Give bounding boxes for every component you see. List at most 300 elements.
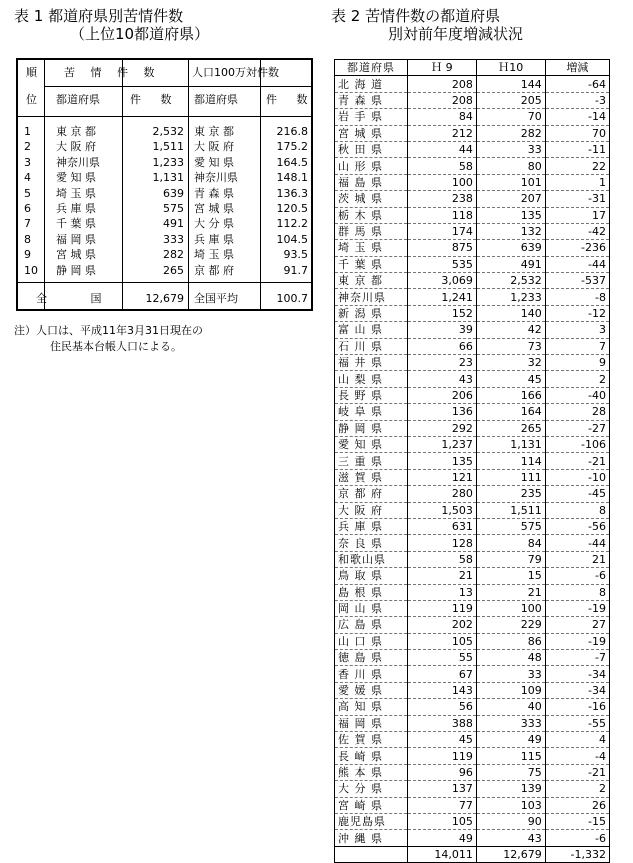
change-cell: -34	[545, 682, 609, 698]
change-cell: -3	[545, 92, 609, 108]
h9-cell: 49	[408, 830, 477, 846]
change-cell: -537	[545, 273, 609, 289]
change-cell: 8	[545, 502, 609, 518]
change-cell: -6	[545, 568, 609, 584]
national-average-label: 全国平均	[194, 292, 238, 305]
prefecture-cell: 京 都 府	[335, 486, 408, 502]
h10-cell: 84	[476, 535, 545, 551]
prefecture-cell: 福 岡 県	[335, 715, 408, 731]
change-cell: -56	[545, 518, 609, 534]
h10-cell: 70	[476, 109, 545, 125]
h10-cell: 164	[476, 404, 545, 420]
h10-cell: 33	[476, 141, 545, 157]
prefecture-cell-2: 宮 城 県	[194, 202, 234, 215]
h9-cell: 121	[408, 469, 477, 485]
table-row	[335, 273, 610, 289]
rate-cell: 148.1	[276, 171, 308, 185]
prefecture-cell: 青 森 県	[335, 92, 408, 108]
table-row	[335, 305, 610, 321]
h9-cell: 208	[408, 92, 477, 108]
prefecture-cell: 愛 媛 県	[335, 682, 408, 698]
h10-cell: 229	[476, 617, 545, 633]
table-row	[335, 584, 610, 600]
table-row	[335, 158, 610, 174]
change-cell: -8	[545, 289, 609, 305]
change-cell: -1,332	[545, 846, 609, 862]
h10-cell: 21	[476, 584, 545, 600]
prefecture-cell: 高 知 県	[335, 699, 408, 715]
h10-cell: 73	[476, 338, 545, 354]
prefecture-cell: 石 川 県	[335, 338, 408, 354]
h10-cell: 235	[476, 486, 545, 502]
h10-cell: 45	[476, 371, 545, 387]
header-h9: Ｈ 9	[408, 60, 477, 76]
change-cell: 7	[545, 338, 609, 354]
change-cell: -21	[545, 453, 609, 469]
h10-cell: 86	[476, 633, 545, 649]
table-row	[335, 436, 610, 452]
count-cell: 1,131	[152, 171, 184, 185]
header-count-2: 件 数	[266, 93, 316, 106]
header-complaints: 苦 情 件 数	[64, 66, 161, 79]
change-cell: 2	[545, 371, 609, 387]
change-cell: -19	[545, 633, 609, 649]
change-cell: -11	[545, 141, 609, 157]
prefecture-cell: 東 京 都	[335, 273, 408, 289]
table-row	[335, 371, 610, 387]
prefecture-cell: 福 岡 県	[56, 232, 96, 246]
h9-cell: 292	[408, 420, 477, 436]
table1-note: 注）人口は、平成11年3月31日現在の	[14, 324, 203, 337]
change-cell: -19	[545, 600, 609, 616]
h10-cell: 111	[476, 469, 545, 485]
change-cell: -12	[545, 305, 609, 321]
h9-cell: 58	[408, 551, 477, 567]
table-row	[335, 748, 610, 764]
prefecture-cell: 岡 山 県	[335, 600, 408, 616]
table-row	[335, 469, 610, 485]
table-row	[335, 191, 610, 207]
table-row	[335, 715, 610, 731]
count-cell: 1,233	[152, 155, 184, 169]
table-row	[335, 568, 610, 584]
table-row	[335, 404, 610, 420]
change-cell: -44	[545, 535, 609, 551]
h9-cell: 128	[408, 535, 477, 551]
table-row	[335, 207, 610, 223]
h9-cell: 43	[408, 371, 477, 387]
change-cell: -34	[545, 666, 609, 682]
change-cell: -42	[545, 223, 609, 239]
h10-cell: 132	[476, 223, 545, 239]
prefecture-cell: 鹿児島県	[335, 813, 408, 829]
h10-cell: 12,679	[476, 846, 545, 862]
h10-cell: 114	[476, 453, 545, 469]
table-row	[335, 125, 610, 141]
prefecture-cell: 宮 城 県	[56, 248, 96, 262]
h9-cell: 1,503	[408, 502, 477, 518]
rank-cell: 9	[24, 248, 31, 262]
table1-note-cont: 住民基本台帳人口による。	[50, 340, 182, 353]
rank-cell: 8	[24, 232, 31, 246]
table1-divider	[44, 86, 311, 87]
prefecture-cell-2: 埼 玉 県	[194, 248, 234, 262]
change-cell: -10	[545, 469, 609, 485]
h10-cell: 49	[476, 732, 545, 748]
prefecture-cell: 宮 崎 県	[335, 797, 408, 813]
prefecture-cell: 神奈川県	[335, 289, 408, 305]
rank-cell: 3	[24, 155, 31, 169]
change-cell: -21	[545, 764, 609, 780]
h9-cell: 105	[408, 813, 477, 829]
change-cell: -27	[545, 420, 609, 436]
table-row	[335, 633, 610, 649]
table-row	[335, 256, 610, 272]
change-cell: 70	[545, 125, 609, 141]
h10-cell: 48	[476, 650, 545, 666]
prefecture-cell-2: 大 分 県	[194, 217, 234, 231]
h9-cell: 631	[408, 518, 477, 534]
table-row	[335, 764, 610, 780]
table-row	[335, 174, 610, 190]
h10-cell: 80	[476, 158, 545, 174]
h9-cell: 58	[408, 158, 477, 174]
prefecture-cell-2: 大 阪 府	[194, 140, 234, 154]
h9-cell: 238	[408, 191, 477, 207]
h10-cell: 103	[476, 797, 545, 813]
change-cell: -106	[545, 436, 609, 452]
rate-cell: 104.5	[276, 232, 308, 246]
h10-cell: 43	[476, 830, 545, 846]
h10-cell: 166	[476, 387, 545, 403]
h10-cell: 639	[476, 240, 545, 256]
h10-cell: 101	[476, 174, 545, 190]
prefecture-cell-2: 愛 知 県	[194, 155, 234, 169]
change-cell: -4	[545, 748, 609, 764]
h10-cell: 1,131	[476, 436, 545, 452]
change-cell: 3	[545, 322, 609, 338]
h9-cell: 66	[408, 338, 477, 354]
h10-cell: 32	[476, 355, 545, 371]
prefecture-cell: 山 口 県	[335, 633, 408, 649]
rate-cell: 93.5	[283, 248, 308, 262]
h9-cell: 45	[408, 732, 477, 748]
rate-cell: 175.2	[276, 140, 308, 154]
h9-cell: 152	[408, 305, 477, 321]
table-row	[335, 486, 610, 502]
h9-cell: 118	[408, 207, 477, 223]
h10-cell: 75	[476, 764, 545, 780]
change-cell: -7	[545, 650, 609, 666]
prefecture-cell: 長 野 県	[335, 387, 408, 403]
h10-cell: 1,233	[476, 289, 545, 305]
table-row	[335, 830, 610, 846]
table2-title: 表 2 苦情件数の都道府県	[331, 7, 501, 25]
count-cell: 639	[163, 186, 184, 200]
table-row	[335, 650, 610, 666]
h9-cell: 21	[408, 568, 477, 584]
header-prefecture-2: 都道府県	[194, 93, 238, 106]
prefecture-cell: 徳 島 県	[335, 650, 408, 666]
h10-cell: 575	[476, 518, 545, 534]
h10-cell: 135	[476, 207, 545, 223]
prefecture-cell: 広 島 県	[335, 617, 408, 633]
change-cell: -16	[545, 699, 609, 715]
h9-cell: 23	[408, 355, 477, 371]
change-cell: -40	[545, 387, 609, 403]
h9-cell: 56	[408, 699, 477, 715]
prefecture-cell: 北 海 道	[335, 76, 408, 92]
h10-cell: 15	[476, 568, 545, 584]
h9-cell: 1,241	[408, 289, 477, 305]
change-cell: 8	[545, 584, 609, 600]
h9-cell: 119	[408, 748, 477, 764]
h10-cell: 491	[476, 256, 545, 272]
h9-cell: 535	[408, 256, 477, 272]
prefecture-cell	[335, 846, 408, 862]
prefecture-cell-2: 京 都 府	[194, 263, 234, 277]
change-cell: 26	[545, 797, 609, 813]
table1-title: 表 1 都道府県別苦情件数	[14, 7, 184, 25]
h10-cell: 79	[476, 551, 545, 567]
h9-cell: 77	[408, 797, 477, 813]
count-cell: 333	[163, 232, 184, 246]
table1-divider	[18, 116, 311, 117]
prefecture-cell: 奈 良 県	[335, 535, 408, 551]
national-average-value: 100.7	[276, 292, 308, 305]
h10-cell: 1,511	[476, 502, 545, 518]
h9-cell: 55	[408, 650, 477, 666]
count-cell: 2,532	[152, 125, 184, 138]
table-row	[335, 92, 610, 108]
h9-cell: 388	[408, 715, 477, 731]
count-cell: 1,511	[152, 140, 184, 154]
rank-cell: 2	[24, 140, 31, 154]
rank-cell: 7	[24, 217, 31, 231]
h10-cell: 115	[476, 748, 545, 764]
prefecture-cell: 東 京 都	[56, 125, 96, 138]
prefecture-cell: 鳥 取 県	[335, 568, 408, 584]
rate-cell: 91.7	[283, 263, 308, 277]
prefecture-cell: 福 島 県	[335, 174, 408, 190]
h10-cell: 109	[476, 682, 545, 698]
h9-cell: 875	[408, 240, 477, 256]
h9-cell: 280	[408, 486, 477, 502]
h9-cell: 1,237	[408, 436, 477, 452]
rate-cell: 112.2	[276, 217, 308, 231]
prefecture-cell: 長 崎 県	[335, 748, 408, 764]
change-cell: 27	[545, 617, 609, 633]
table-row	[335, 338, 610, 354]
table-row	[335, 289, 610, 305]
prefecture-cell: 愛 知 県	[56, 171, 96, 185]
h10-cell: 42	[476, 322, 545, 338]
rate-cell: 216.8	[276, 125, 308, 138]
change-cell: -31	[545, 191, 609, 207]
prefecture-cell: 秋 田 県	[335, 141, 408, 157]
table-row	[335, 535, 610, 551]
prefecture-cell: 和歌山県	[335, 551, 408, 567]
prefecture-cell: 神奈川県	[56, 155, 100, 169]
h10-cell: 205	[476, 92, 545, 108]
total-label: 全 国	[36, 292, 122, 305]
table-row	[335, 453, 610, 469]
prefecture-cell: 栃 木 県	[335, 207, 408, 223]
h9-cell: 174	[408, 223, 477, 239]
table-row	[335, 732, 610, 748]
change-cell: -14	[545, 109, 609, 125]
prefecture-cell: 岩 手 県	[335, 109, 408, 125]
h10-cell: 282	[476, 125, 545, 141]
header-prefecture: 都道府県	[335, 60, 408, 76]
header-prefecture: 都道府県	[56, 93, 100, 106]
prefecture-cell: 香 川 県	[335, 666, 408, 682]
count-cell: 282	[163, 248, 184, 262]
h10-cell: 139	[476, 781, 545, 797]
prefecture-cell: 千 葉 県	[335, 256, 408, 272]
prefecture-cell: 宮 城 県	[335, 125, 408, 141]
rank-cell: 1	[24, 125, 31, 138]
table-row	[335, 781, 610, 797]
table-row	[335, 600, 610, 616]
change-cell: -44	[545, 256, 609, 272]
h9-cell: 206	[408, 387, 477, 403]
h10-cell: 333	[476, 715, 545, 731]
table-row	[335, 240, 610, 256]
change-cell: 1	[545, 174, 609, 190]
count-cell: 265	[163, 263, 184, 277]
table-row	[335, 666, 610, 682]
change-cell: 9	[545, 355, 609, 371]
prefecture-cell: 兵 庫 県	[335, 518, 408, 534]
table2-subtitle: 別対前年度増減状況	[388, 25, 524, 43]
h9-cell: 67	[408, 666, 477, 682]
h10-cell: 207	[476, 191, 545, 207]
header-h10: Ｈ10	[476, 60, 545, 76]
rank-cell: 6	[24, 202, 31, 215]
h9-cell: 3,069	[408, 273, 477, 289]
total-count: 12,679	[145, 292, 184, 305]
h9-cell: 208	[408, 76, 477, 92]
prefecture-cell: 佐 賀 県	[335, 732, 408, 748]
h10-cell: 40	[476, 699, 545, 715]
h9-cell: 135	[408, 453, 477, 469]
prefecture-cell: 新 潟 県	[335, 305, 408, 321]
header-change: 増減	[545, 60, 609, 76]
table-row	[335, 551, 610, 567]
table-row	[335, 141, 610, 157]
rate-cell: 136.3	[276, 186, 308, 200]
h9-cell: 136	[408, 404, 477, 420]
h10-cell: 265	[476, 420, 545, 436]
table1-divider	[188, 60, 189, 309]
table1-divider	[44, 60, 45, 309]
change-cell: -236	[545, 240, 609, 256]
table1-subtitle: （上位10都道府県）	[70, 25, 210, 43]
prefecture-cell: 千 葉 県	[56, 217, 96, 231]
table1-divider	[260, 60, 261, 309]
h9-cell: 13	[408, 584, 477, 600]
prefecture-cell: 熊 本 県	[335, 764, 408, 780]
prefecture-cell: 大 阪 府	[56, 140, 96, 154]
header-rank-top: 順	[26, 66, 37, 79]
prefecture-cell: 福 井 県	[335, 355, 408, 371]
table-row	[335, 76, 610, 92]
h10-cell: 2,532	[476, 273, 545, 289]
table1-divider	[18, 282, 311, 283]
rate-cell: 164.5	[276, 155, 308, 169]
change-cell: 4	[545, 732, 609, 748]
header-count: 件 数	[130, 93, 180, 106]
prefecture-cell: 茨 城 県	[335, 191, 408, 207]
h9-cell: 44	[408, 141, 477, 157]
prefecture-cell: 山 梨 県	[335, 371, 408, 387]
prefecture-cell: 埼 玉 県	[335, 240, 408, 256]
h9-cell: 84	[408, 109, 477, 125]
h10-cell: 144	[476, 76, 545, 92]
change-cell: -64	[545, 76, 609, 92]
prefecture-cell: 三 重 県	[335, 453, 408, 469]
h9-cell: 202	[408, 617, 477, 633]
change-cell: 2	[545, 781, 609, 797]
h9-cell: 119	[408, 600, 477, 616]
h9-cell: 14,011	[408, 846, 477, 862]
h9-cell: 39	[408, 322, 477, 338]
complaints-change-table	[334, 59, 610, 863]
change-cell: 21	[545, 551, 609, 567]
change-cell: 22	[545, 158, 609, 174]
prefecture-cell-2: 青 森 県	[194, 186, 234, 200]
prefecture-cell-2: 東 京 都	[194, 125, 234, 138]
prefecture-cell: 埼 玉 県	[56, 186, 96, 200]
rank-cell: 4	[24, 171, 31, 185]
change-cell: -45	[545, 486, 609, 502]
table-row	[335, 518, 610, 534]
prefecture-cell: 群 馬 県	[335, 223, 408, 239]
prefecture-cell: 岐 阜 県	[335, 404, 408, 420]
prefecture-cell: 滋 賀 県	[335, 469, 408, 485]
h10-cell: 90	[476, 813, 545, 829]
change-cell: 28	[545, 404, 609, 420]
table-row	[335, 682, 610, 698]
table1-divider	[122, 60, 123, 309]
table-row	[335, 355, 610, 371]
h10-cell: 140	[476, 305, 545, 321]
rate-cell: 120.5	[276, 202, 308, 215]
h10-cell: 100	[476, 600, 545, 616]
change-cell: 17	[545, 207, 609, 223]
table2-header-row	[335, 60, 610, 76]
prefecture-cell: 兵 庫 県	[56, 202, 96, 215]
table-row	[335, 223, 610, 239]
change-cell: -6	[545, 830, 609, 846]
header-per-million: 人口100万対件数	[192, 66, 279, 79]
header-rank-bottom: 位	[26, 93, 37, 106]
prefecture-cell: 山 形 県	[335, 158, 408, 174]
prefecture-cell: 愛 知 県	[335, 436, 408, 452]
h10-cell: 33	[476, 666, 545, 682]
prefecture-cell-2: 兵 庫 県	[194, 232, 234, 246]
table-row	[335, 322, 610, 338]
table-row	[335, 109, 610, 125]
prefecture-cell: 沖 縄 県	[335, 830, 408, 846]
table-row	[335, 502, 610, 518]
prefecture-cell: 島 根 県	[335, 584, 408, 600]
total-row	[335, 846, 610, 862]
table-row	[335, 420, 610, 436]
h9-cell: 143	[408, 682, 477, 698]
h9-cell: 212	[408, 125, 477, 141]
